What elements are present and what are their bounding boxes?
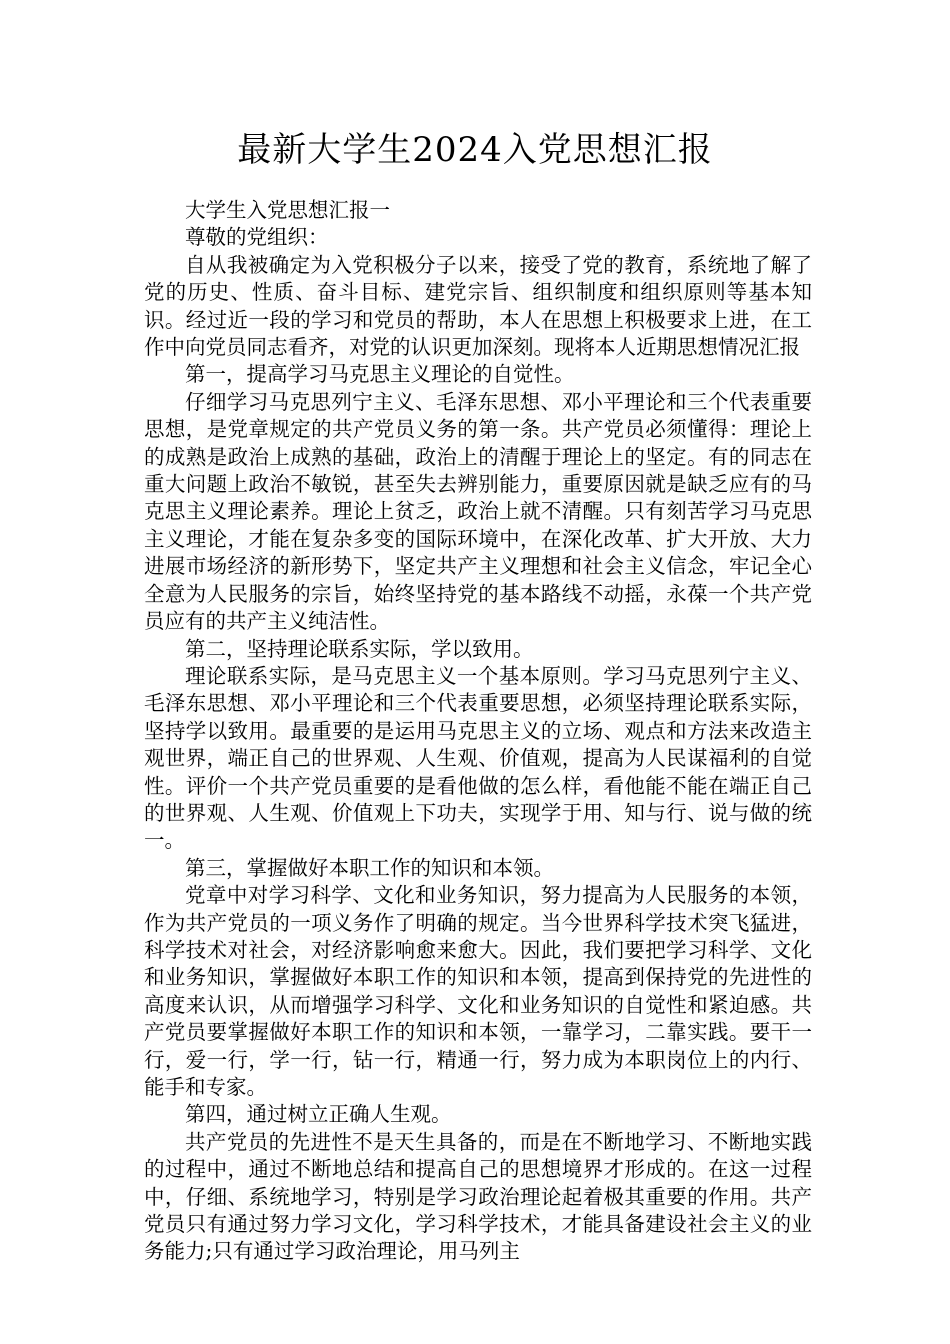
document-title: 最新大学生2024入党思想汇报 [237,130,713,170]
document-body [144,197,812,1266]
paragraph: 理论联系实际，是马克思主义一个基本原则。学习马克思列宁主义、毛泽东思想、邓小平理论和三个代表重要思想，必须坚持理论联系实际，坚持学以致用。最重要的是运用马克思主义的立场、观点和方法来改造主观世界，端正自己的世界观、人生观、价值观，提高为人民谋福利的自觉性。评价一个共产党员重要的是看他做的怎么样，看他能不能在端正自己的世界观、人生观、价值观上下功夫，实现学于用、知与行、说与做的统一。 [144,663,812,853]
point-heading-2: 第二，坚持理论联系实际，学以致用。 [185,636,534,661]
point-heading-3: 第三，掌握做好本职工作的知识和本领。 [185,855,554,880]
section-heading: 大学生入党思想汇报一 [185,198,390,222]
point-heading-1: 第一，提高学习马克思主义理论的自觉性。 [185,362,575,387]
paragraph: 党章中对学习科学、文化和业务知识，努力提高为人民服务的本领，作为共产党员的一项义务作了明确的规定。当今世界科学技术突飞猛进，科学技术对社会，对经济影响愈来愈大。因此，我们要把学习科学、文化和业务知识，掌握做好本职工作的知识和本领，提高到保持党的先进性的高度来认识，从而增强学习科学、文化和业务知识的自觉性和紧迫感。共产党员要掌握做好本职工作的知识和本领，一靠学习，二靠实践。要干一行，爱一行，学一行，钻一行，精通一行，努力成为本职岗位上的内行、能手和专家。 [144,883,812,1099]
paragraph: 自从我被确定为入党积极分子以来，接受了党的教育，系统地了解了党的历史、性质、奋斗目标、建党宗旨、组织制度和组织原则等基本知识。经过近一段的学习和党员的帮助，本人在思想上积极要求上进，在工作中向党员同志看齐，对党的认识更加深刻。现将本人近期思想情况汇报 [144,252,812,360]
point-heading-4: 第四，通过树立正确人生观。 [185,1102,452,1127]
salutation: 尊敬的党组织： [185,225,329,250]
paragraph: 仔细学习马克思列宁主义、毛泽东思想、邓小平理论和三个代表重要思想，是党章规定的共产党员义务的第一条。共产党员必须懂得：理论上的成熟是政治上成熟的基础，政治上的清醒于理论上的坚定。有的同志在重大问题上政治不敏锐，甚至失去辨别能力，重要原因就是缺乏应有的马克思主义理论素养。理论上贫乏，政治上就不清醒。只有刻苦学习马克思主义理论，才能在复杂多变的国际环境中，在深化改革、扩大开放、大力进展市场经济的新形势下，坚定共产主义理想和社会主义信念，牢记全心全意为人民服务的宗旨，始终坚持党的基本路线不动摇，永葆一个共产党员应有的共产主义纯洁性。 [144,389,812,634]
paragraph: 共产党员的先进性不是天生具备的，而是在不断地学习、不断地实践的过程中，通过不断地总结和提高自己的思想境界才形成的。在这一过程中，仔细、系统地学习，特别是学习政治理论起着极其重要的作用。共产党员只有通过努力学习文化，学习科学技术，才能具备建设社会主义的业务能力;只有通过学习政治理论，用马列主 [144,1129,812,1264]
